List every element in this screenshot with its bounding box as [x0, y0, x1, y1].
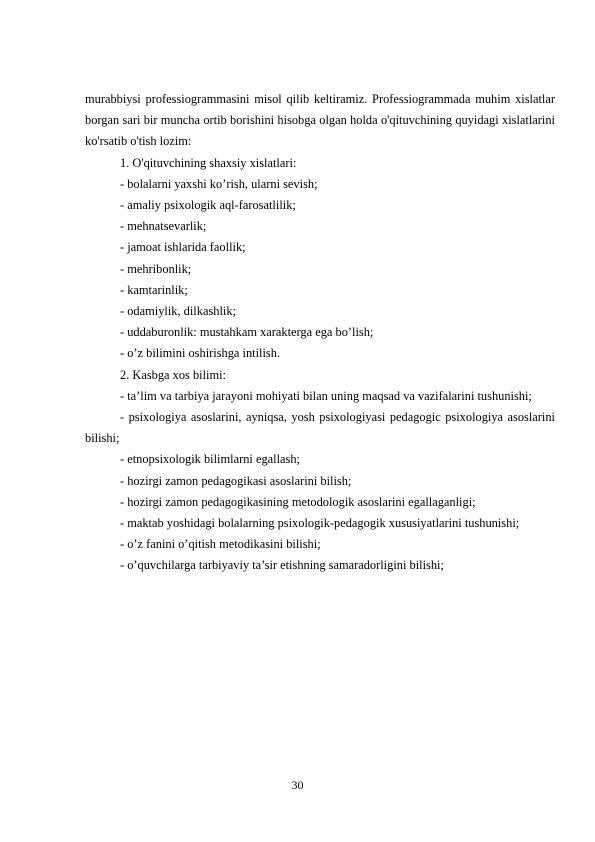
body-paragraph: murabbiysi professiogrammasini misol qilib keltiramiz. Professiogrammada muhim xislatlar borgan sari bir muncha ortib borishini hisobga olgan holda o'qituvchining quyidagi xislatlarini ko'rsatib o'tish lozim: — [85, 92, 555, 149]
list-item: - maktab yoshidagi bolalarning psixologik-pedagogik xususiyatlarini tushunishi; — [120, 516, 520, 531]
list-item: - bolalarni yaxshi ko’rish, ularni sevish; — [120, 176, 318, 191]
list-item: - uddaburonlik: mustahkam xarakterga ega bo’lish; — [120, 325, 374, 340]
list-item: - hozirgi zamon pedagogikasi asoslarini bilish; — [120, 473, 352, 488]
list-item: - o’z fanini o’qitish metodikasini bilishi; — [120, 537, 321, 552]
list-item: - mehribonlik; — [120, 261, 192, 276]
list-item: - psixologiya asoslarini, ayniqsa, yosh psixologiyasi pedagogic psixologiya asoslarini bilishi; — [85, 410, 555, 446]
section-heading-personal-qualities: 1. O'qituvchining shaxsiy xislatlari: — [120, 155, 297, 170]
page-number: 30 — [291, 778, 304, 792]
list-item: - etnopsixologik bilimlarni egallash; — [120, 452, 300, 467]
list-item: - mehnatsevarlik; — [120, 219, 207, 234]
list-item: - jamoat ishlarida faollik; — [120, 240, 246, 255]
list-item: - amaliy psixologik aql-farosatlilik; — [120, 198, 296, 213]
list-item: - ta’lim va tarbiya jarayoni mohiyati bilan uning maqsad va vazifalarini tushunishi; — [120, 388, 532, 403]
list-item: - o’z bilimini oshirishga intilish. — [120, 346, 281, 361]
list-item: - kamtarinlik; — [120, 282, 188, 297]
list-item: - hozirgi zamon pedagogikasining metodologik asoslarini egallaganligi; — [120, 494, 476, 509]
page-body — [85, 89, 555, 577]
list-item: - odamiylik, dilkashlik; — [120, 304, 236, 319]
list-item: - o’quvchilarga tarbiyaviy ta’sir etishning samaradorligini bilishi; — [120, 558, 444, 573]
section-heading-professional-knowledge: 2. Kasbga xos bilimi: — [120, 367, 227, 382]
